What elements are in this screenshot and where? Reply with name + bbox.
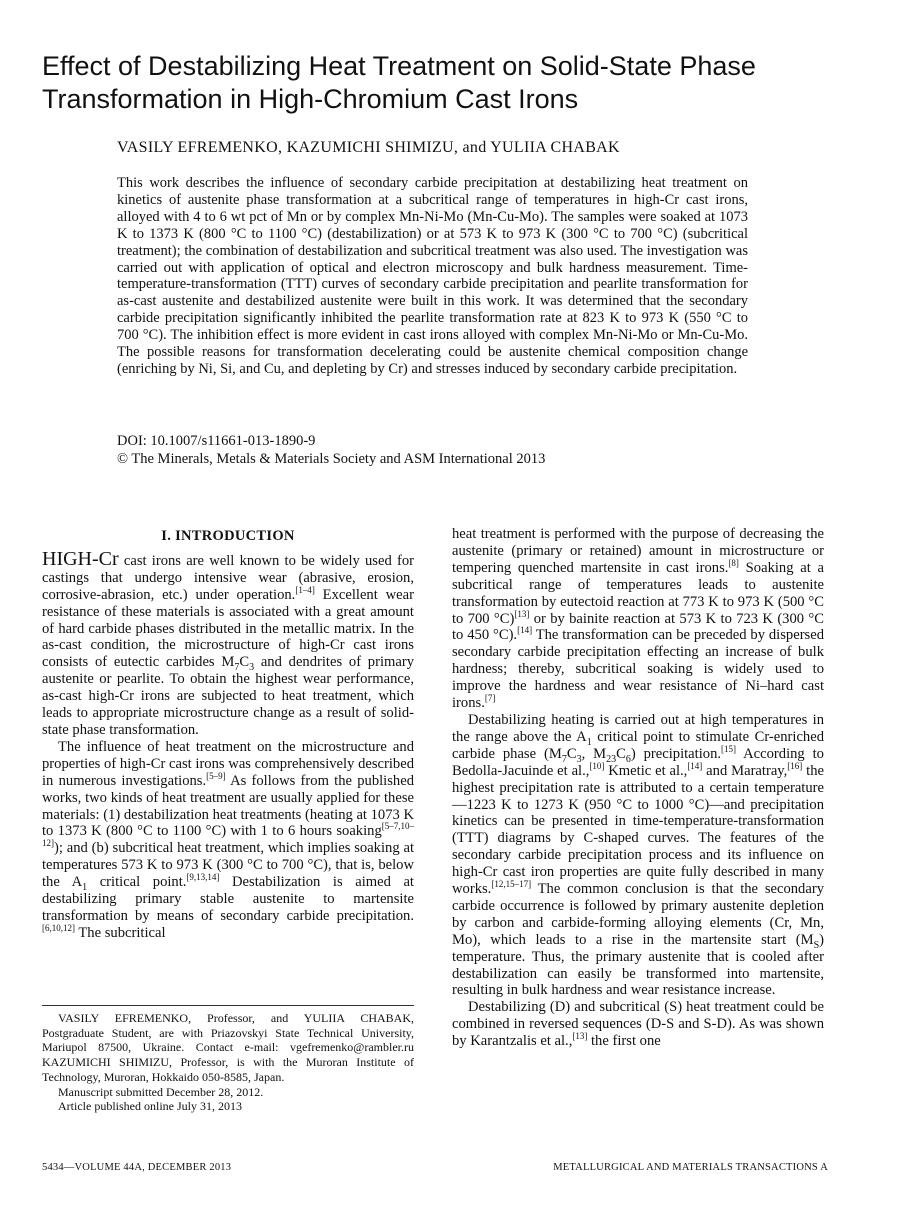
right-column: [452, 526, 824, 1050]
left-column: [42, 526, 414, 942]
article-title: [42, 50, 892, 116]
submitted-note: Manuscript submitted December 28, 2012.: [58, 1084, 264, 1099]
citation[interactable]: [5–9]: [206, 770, 226, 781]
title-line-2: Transformation in High-Chromium Cast Irons: [42, 84, 579, 114]
running-footer-left: 5434—VOLUME 44A, DECEMBER 2013: [42, 1162, 232, 1173]
author-list: VASILY EFREMENKO, KAZUMICHI SHIMIZU, and YULIIA CHABAK: [117, 139, 620, 156]
citation[interactable]: [8]: [728, 557, 739, 568]
abstract: [117, 175, 748, 378]
citation[interactable]: [1–4]: [295, 584, 315, 595]
section-heading: I. INTRODUCTION: [161, 528, 295, 544]
abstract-text: This work describes the influence of secondary carbide precipitation at destabilizing heat treatment on kinetics of austenite phase transformation at a subcritical range of temperatures in high-Cr cast irons, alloyed with 4 to 6 wt pct of Mn or by complex Mn-Ni-Mo (Mn-Cu-Mo). The samples were soaked at 1073 K to 1373 K (800 °C to 1100 °C) (destabilization) or at 573 K to 973 K (300 °C to 700 °C) (subcritical treatment); the combination of destabilization and subcritical treatment was also used. The investigation was carried out with application of optical and electron microscopy and bulk hardness measurement. Time-temperature-transformation (TTT) curves of secondary carbide precipitation and pearlite transformation for as-cast austenite and destabilized austenite were built in this work. It was determined that the secondary carbide precipitation significantly inhibited the pearlite transformation rate at 823 K to 973 K (550 °C to 700 °C). The inhibition effect is more evident in cast irons alloyed with complex Mn-Ni-Mo or Mn-Cu-Mo. The possible reasons for transformation decelerating could be austenite chemical composition change (enriching by Ni, Si, and Cu, and depleting by Cr) and stresses induced by secondary carbide precipitation.: [117, 175, 748, 377]
running-footer-right: METALLURGICAL AND MATERIALS TRANSACTIONS A: [553, 1162, 828, 1173]
citation[interactable]: [13]: [514, 608, 530, 619]
citation[interactable]: [14]: [517, 625, 533, 636]
author-footnote: [42, 1011, 414, 1114]
citation[interactable]: [9,13,14]: [186, 872, 220, 883]
citation[interactable]: [15]: [721, 743, 737, 754]
footnote-rule: [42, 1005, 414, 1006]
citation[interactable]: [10]: [589, 760, 605, 771]
intro-paragraph-2: The influence of heat treatment on the microstructure and properties of high-Cr cast irons was comprehensively described in numerous investigations.[5–9] As follows from the published works, two kinds of heat treatment are usually applied for these materials: (1) destabilization heat treatments (heating at 1073 K to 1373 K (800 °C to 1100 °C) with 1 to 6 hours soaking[5–7,10–12]); and (b) subcritical heat treatment, which implies soaking at temperatures 573 K to 973 K (300 °C to 700 °C), that is, below the $A_1$ critical point.[9,13,14] Destabilization is aimed at destabilizing primary stable austenite to martensite transformation by means of secondary carbide precipitation.[6,10,12] The subcritical: [42, 738, 415, 941]
published-note: Article published online July 31, 2013: [58, 1099, 242, 1114]
citation[interactable]: [5–7,10–12]: [42, 821, 414, 849]
drop-cap: HIGH-Cr: [42, 547, 119, 570]
citation[interactable]: [6,10,12]: [42, 922, 75, 933]
doi-link[interactable]: DOI: 10.1007/s11661-013-1890-9: [117, 433, 316, 449]
body-paragraph-2: Destabilizing heating is carried out at high temperatures in the range above the $A_1$ critical point to stimulate Cr-enriched carbide phase ($M_7C_3$, $M_{23}C_6$) precipitation.[15] According to Bedolla-Jacuinde et al.,[10] Kmetic et al.,[14] and Maratray,[16] the highest precipitation rate is attributed to a certain temperature—1223 K to 1273 K (950 °C to 1000 °C)—and precipitation kinetics can be presented in time-temperature-transformation (TTT) diagrams by C-shaped curves. The features of the secondary carbide precipitation process and its influence on high-Cr cast iron properties are quite fully described in many works.[12,15–17] The common conclusion is that the secondary carbide occurrence is followed by primary austenite depletion by carbon and carbide-forming alloying elements (Cr, Mn, Mo), which leads to a rise in the martensite start $(M_S)$ temperature. Thus, the primary austenite that is cooled after destabilization can easily be transformed into martensite, resulting in bulk hardness and wear resistance increase.: [452, 711, 824, 999]
citation[interactable]: [7]: [484, 693, 496, 704]
body-paragraph-1: heat treatment is performed with the purpose of decreasing the austenite (primary or retained) amount in microstructure or tempering quenched martensite in cast irons.[8] Soaking at a subcritical range of temperatures leads to austenite transformation by eutectoid reaction at 773 K to 973 K (500 °C to 700 °C)[13] or by bainite reaction at 573 K to 723 K (300 °C to 450 °C).[14] The transformation can be preceded by dispersed secondary carbide precipitation effecting an increase of bulk hardness; thereby, subcritical soaking is widely used to improve the hardness and wear resistance of Ni–hard cast irons.[7]: [452, 526, 825, 712]
title-line-1: Effect of Destabilizing Heat Treatment on Solid-State Phase: [42, 51, 756, 81]
body-paragraph-3: Destabilizing (D) and subcritical (S) heat treatment could be combined in reversed sequences (D-S and S-D). As was shown by Karantzalis et al.,[13] the first one: [452, 999, 824, 1050]
citation[interactable]: [16]: [787, 760, 803, 771]
affiliation-note: VASILY EFREMENKO, Professor, and YULIIA CHABAK, Postgraduate Student, are with Priazovskyi State Technical University, Mariupol 87500, Ukraine. Contact e-mail: vgefremenko@rambler.ru KAZUMICHI SHIMIZU, Professor, is with the Muroran Institute of Technology, Muroran, Hokkaido 050-8585, Japan.: [42, 1011, 414, 1084]
citation[interactable]: [12,15–17]: [491, 879, 532, 890]
citation[interactable]: [13]: [572, 1031, 588, 1042]
doi-block: [117, 432, 545, 468]
intro-paragraph-1: HIGH-Cr cast irons are well known to be widely used for castings that undergo intensive wear (abrasive, erosion, corrosive-abrasion, etc.) under operation.[1–4] Excellent wear resistance of these materials is associated with a great amount of hard carbide phases distributed in the metallic matrix. In the as-cast condition, the microstructure of high-Cr cast irons consists of eutectic carbides $M_7C_3$ and dendrites of primary austenite or pearlite. To obtain the highest wear performance, as-cast high-Cr irons are subjected to heat treatment, which leads to appropriate microstructure change as a result of solid-state phase transformation.: [42, 547, 414, 738]
copyright-line: © The Minerals, Metals & Materials Society and ASM International 2013: [117, 451, 546, 467]
citation[interactable]: [14]: [687, 760, 703, 771]
